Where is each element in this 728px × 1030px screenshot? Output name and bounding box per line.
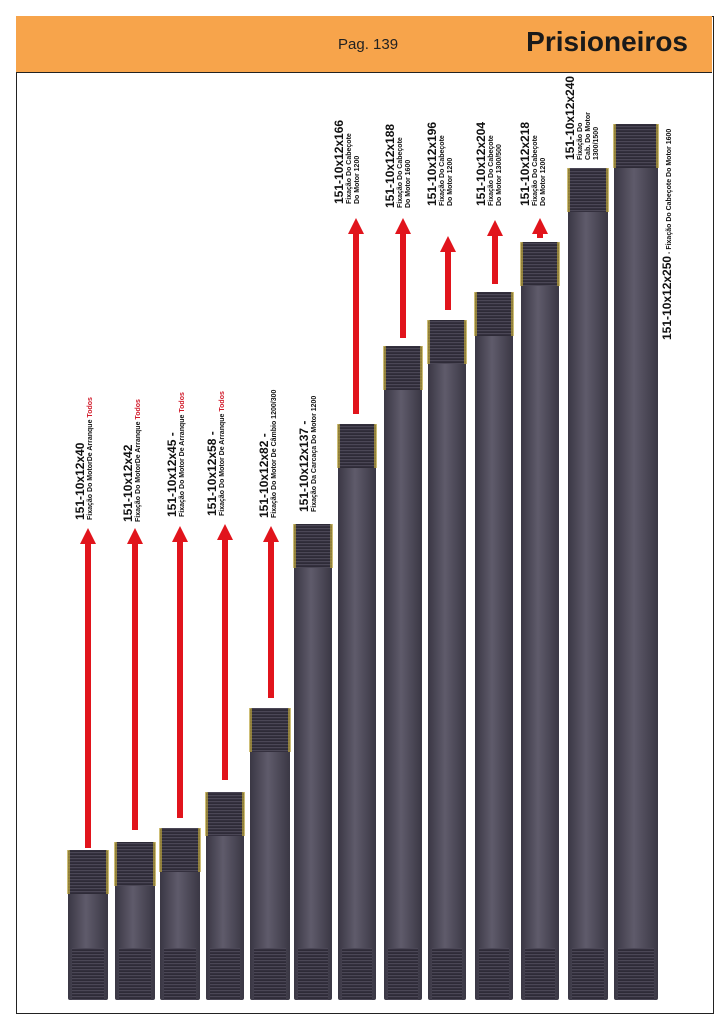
bolt-0 bbox=[67, 850, 109, 1000]
bolt-4 bbox=[249, 708, 291, 1000]
bolt-9 bbox=[474, 292, 514, 1000]
arrow-1 bbox=[127, 528, 143, 830]
label-item-11: 151-10x12x240 Fixação Do Cab. Do Motor 1300/1500 bbox=[563, 75, 600, 160]
page-title: Prisioneiros bbox=[526, 26, 688, 57]
arrow-6 bbox=[395, 218, 411, 338]
bolt-8 bbox=[427, 320, 467, 1000]
bolt-11 bbox=[567, 168, 609, 1000]
arrow-5 bbox=[348, 218, 364, 414]
label-item-12: 151-10x12x250 - Fixação Do Cabeçote Do Motor 1600 bbox=[660, 128, 674, 340]
label-item-6: 151-10x12x166 Fixação Do Cabeçote Do Motor 1200 bbox=[332, 119, 361, 204]
arrow-3 bbox=[217, 524, 233, 780]
label-item-7: 151-10x12x188 Fixação Do Cabeçote Do Motor 1600 bbox=[383, 123, 412, 208]
page-number: Pag. 139 bbox=[338, 36, 399, 53]
bolt-5 bbox=[293, 524, 333, 1000]
bolt-2 bbox=[159, 828, 201, 1000]
label-item-1: 151-10x12x42 Fixação Do MotorDe Arranque Todos bbox=[121, 399, 143, 522]
label-item-2: 151-10x12x45 - Fixação Do Motor De Arranque Todos bbox=[165, 392, 187, 517]
bolt-7 bbox=[383, 346, 423, 1000]
label-item-10: 151-10x12x218 Fixação Do Cabeçote Do Motor 1200 bbox=[518, 121, 547, 206]
arrow-4 bbox=[263, 526, 279, 698]
label-item-9: 151-10x12x204 Fixação Do Cabeçote Do Motor 1300/500 bbox=[474, 121, 503, 206]
arrow-8 bbox=[487, 220, 503, 284]
arrow-0 bbox=[80, 528, 96, 848]
bolt-10 bbox=[520, 242, 560, 1000]
label-item-3: 151-10x12x58 - Fixação Do Motor De Arranque Todos bbox=[205, 391, 227, 516]
arrow-2 bbox=[172, 526, 188, 818]
bolt-12 bbox=[613, 124, 659, 1000]
arrow-7 bbox=[440, 236, 456, 310]
arrow-9 bbox=[532, 218, 548, 238]
bolt-1 bbox=[114, 842, 156, 1000]
label-item-0: 151-10x12x40 Fixação Do MotorDe Arranque Todos bbox=[73, 397, 95, 520]
bolt-6 bbox=[337, 424, 377, 1000]
label-item-4: 151-10x12x82 - Fixação Do Motor De Câmbio 1200/300 bbox=[257, 389, 279, 518]
bolt-3 bbox=[205, 792, 245, 1000]
label-item-5: 151-10x12x137 - Fixação Da Carcaça Do Motor 1200 bbox=[297, 395, 319, 512]
label-item-8: 151-10x12x196 Fixação Do Cabeçote Do Motor 1200 bbox=[425, 121, 454, 206]
